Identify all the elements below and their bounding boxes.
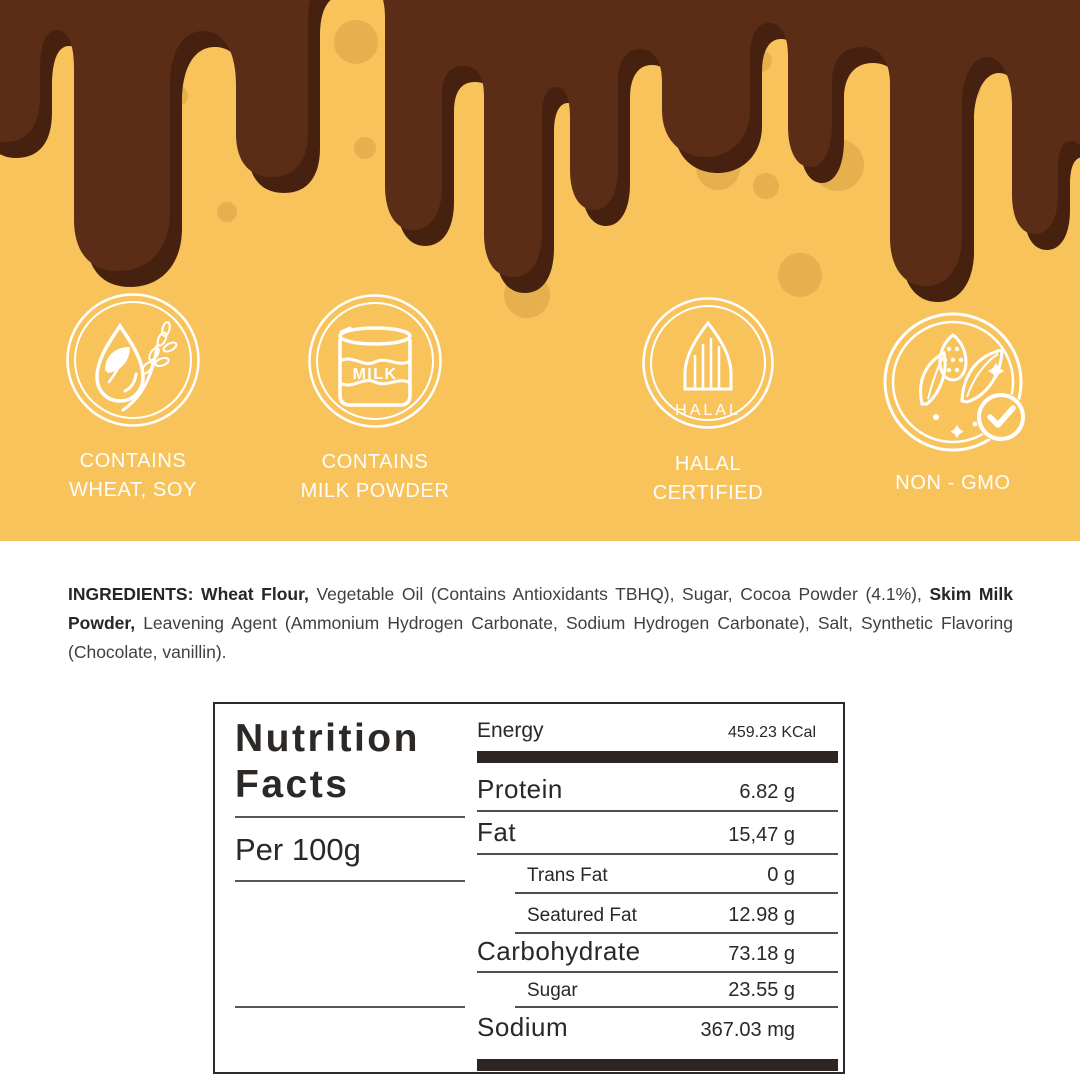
nutrition-facts-header xyxy=(235,704,477,882)
row-label: Sodium xyxy=(477,1012,569,1042)
row-value: 12.98 g xyxy=(728,904,795,926)
table-row-carbohydrate xyxy=(477,934,838,973)
halal-icon xyxy=(638,293,778,433)
table-row-sugar xyxy=(515,973,838,1008)
badge-label-line: CONTAINS xyxy=(321,451,429,473)
chocolate-main-layer xyxy=(0,0,1080,286)
badge-label-line: NON - GMO xyxy=(895,472,1011,494)
row-value: 73.18 g xyxy=(728,943,795,965)
ingredients-bold-text: Skim Milk Powder, xyxy=(68,584,1013,633)
wheat-soy-icon xyxy=(63,290,203,430)
halal-icon-text: HALAL xyxy=(675,402,741,419)
badge-label-line: WHEAT, SOY xyxy=(69,479,197,501)
row-label: Fat xyxy=(477,817,517,847)
table-row-fat xyxy=(477,812,838,855)
row-label: Energy xyxy=(477,719,544,742)
milk-icon-text: MILK xyxy=(352,366,398,383)
row-label: Carbohydrate xyxy=(477,936,641,966)
badge-halal-certified xyxy=(628,293,788,508)
non-gmo-icon xyxy=(878,307,1028,457)
table-row-trans-fat xyxy=(515,855,838,894)
nutrition-table xyxy=(477,704,838,1071)
badge-non-gmo xyxy=(873,307,1033,498)
row-value: 15,47 g xyxy=(728,824,795,846)
nutrition-facts-panel xyxy=(213,702,845,1074)
badge-label-line: CONTAINS xyxy=(79,450,187,472)
serving-size: Per 100g xyxy=(235,832,361,867)
badge-contains-wheat-soy xyxy=(53,290,213,505)
badge-label-line: MILK POWDER xyxy=(300,480,450,502)
row-label: Trans Fat xyxy=(527,865,608,886)
milk-powder-icon xyxy=(305,291,445,431)
table-row-protein xyxy=(477,763,838,812)
thick-divider xyxy=(477,751,838,763)
nutrition-facts-title: Nutrition Facts xyxy=(235,717,420,806)
row-value: 459.23 KCal xyxy=(727,724,816,741)
divider xyxy=(235,816,465,818)
ingredients-heading: INGREDIENTS: Wheat Flour, xyxy=(68,584,309,604)
ingredients-text: Leavening Agent (Ammonium Hydrogen Carbonate, Sodium Hydrogen Carbonate), Salt, Synthetic Flavoring (Chocolate, vanillin). xyxy=(68,613,1013,662)
thick-divider xyxy=(477,1059,838,1071)
row-label: Sugar xyxy=(527,980,578,1001)
badge-contains-milk-powder xyxy=(295,291,455,506)
table-row-energy xyxy=(477,704,838,743)
divider xyxy=(235,880,465,882)
divider xyxy=(235,1006,465,1008)
row-value: 23.55 g xyxy=(728,979,795,1001)
row-value: 367.03 mg xyxy=(700,1019,795,1041)
row-label: Protein xyxy=(477,774,563,804)
badge-label-line: HALAL xyxy=(674,453,742,475)
row-value: 6.82 g xyxy=(739,781,795,803)
table-row-sodium xyxy=(477,1008,838,1049)
ingredients-paragraph xyxy=(68,580,1013,667)
table-row-saturated-fat xyxy=(515,894,838,934)
row-label: Seatured Fat xyxy=(527,905,637,926)
badge-label-line: CERTIFIED xyxy=(652,482,764,504)
ingredients-text: Vegetable Oil (Contains Antioxidants TBHQ), Sugar, Cocoa Powder (4.1%), xyxy=(308,584,930,604)
row-value: 0 g xyxy=(767,864,795,886)
